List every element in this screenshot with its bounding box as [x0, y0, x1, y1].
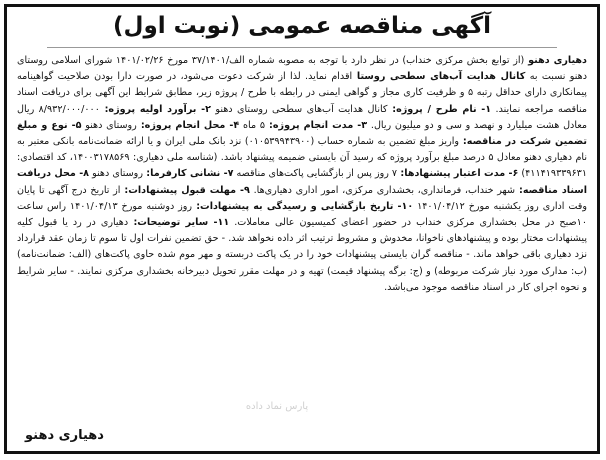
watermark: پارس نماد داده: [245, 401, 309, 412]
item11-text: دهیاری در رد یا قبول کلیه پیشنهادات مختار بوده و پیشنهادهای ناخوانا، مخدوش و مشروط ترتیب اثر داده نخواهد شد. - حق تضمین نفرات اول تا سوم تا زمان عقد قرارداد نزد دهیاری باقی خواهد ماند. - مناقصه گران بایستی پیشنهادات خود را در یک پاکت دربسته و مهر موم شده حاوی پاکت‌های (الف: ضمانت‌نامه) (ب: مدارک مورد نیاز شرکت مربوطه) و (ج: برگه پیشنهاد قیمت) تهیه و در مهلت مقرر تحویل دبیرخانه بخشداری مرکزی نمایند. - سایر شرایط و نحوه اجرای کار در اسناد مناقصه موجود می‌باشد.: [17, 217, 587, 293]
title-divider: [47, 47, 557, 48]
item3-text: ۵ ماه: [239, 119, 265, 131]
item6-label: ۶- مدت اعتبار پیشنهادها:: [397, 168, 519, 180]
intro-text-2: اقدام نماید. لذا از شرکت دعوت می‌شود، در صورت دارا بودن صلاحیت گواهینامه پیمانکاری دارای حداقل رتبه ۵ و ظرفیت کاری مجاز و گواهی ایمنی در رابطه با طرح / پروژه زیر، مطابق شرایط این آگهی برای دریافت اسناد مناقصه مراجعه نمایند.: [17, 71, 587, 115]
item7-text: روستای دهنو: [89, 168, 143, 180]
item5-label: ۵- نوع و مبلغ تضمین شرکت در مناقصه:: [17, 119, 587, 148]
notice-paragraph: [17, 53, 587, 296]
item2-text: ۸/۹۳۲/۰۰۰/۰۰۰ ریال معادل هشت میلیارد و نهصد و سی و دو میلیون ریال.: [17, 103, 587, 131]
intro-org: دهیاری دهنو: [524, 55, 587, 66]
notice-body: [17, 53, 587, 413]
item10-text: روز دوشنبه مورخ ۱۴۰۱/۰۴/۱۳ راس ساعت ۱۰صبح در محل بخشداری مرکزی خنداب در حضور اعضای کمیسیون عالی معاملات.: [17, 200, 587, 229]
item2-label: ۲- برآورد اولیه پروژه:: [99, 103, 211, 115]
item8-label: ۸- محل دریافت اسناد مناقصه:: [17, 168, 587, 196]
item9-label: ۹- مهلت قبول پیشنهادات:: [120, 184, 250, 196]
item9-text: از تاریخ درج آگهی تا پایان وقت اداری روز یکشنبه مورخ ۱۴۰۱/۰۴/۱۲: [17, 184, 587, 212]
intro-project: کانال هدایت آب‌های سطحی روستا: [352, 71, 526, 83]
intro-text: (از توابع بخش مرکزی خنداب) در نظر دارد با توجه به مصوبه شماره الف/۳۷/۱۴۰۱ مورخ ۱۴۰۱/۰۲/۲۶ شورای اسلامی روستای دهنو نسبت به: [17, 55, 587, 83]
item5-text: واریز مبلغ تضمین به شماره حساب (۰۱۰۵۳۹۹۴۳۹۰۰) نزد بانک ملی ایران و یا ارائه ضمانت‌نامه بانکی معتبر به نام دهیاری دهنو معادل ۵ درصد مبلغ برآورد پروژه که رسید آن بایستی ضمیمه پیشنهاد باشد. (شناسه ملی دهیاری: ۱۴۰۰۳۱۷۸۵۶۹، کد اقتصادی: ۴۱۱۴۱۹۳۳۹۶۳۱): [17, 136, 587, 180]
item1-text: کانال هدایت آب‌های سطحی روستای دهنو: [210, 103, 388, 115]
item4-label: ۴- محل انجام پروژه:: [136, 119, 240, 131]
item6-text: ۷ روز پس از بازگشایی پاکت‌های مناقصه: [233, 168, 398, 180]
item3-label: ۳- مدت انجام پروژه:: [265, 119, 368, 131]
item7-label: ۷- نشانی کارفرما:: [142, 168, 234, 180]
item1-label: ۱- نام طرح / پروژه:: [387, 103, 492, 115]
notice-frame: [4, 4, 600, 454]
item11-label: ۱۱- سایر توضیحات:: [128, 217, 230, 229]
item8-text: شهر خنداب، فرمانداری، بخشداری مرکزی، امور اداری دهیاری‌ها.: [249, 184, 516, 196]
signature: دهیاری دهنو: [25, 428, 104, 443]
item4-text: روستای دهنو: [81, 119, 137, 131]
notice-title: آگهی مناقصه عمومی (نوبت اول): [113, 13, 491, 39]
item10-label: ۱۰- تاریخ بازگشایی و رسیدگی به پیشنهادات:: [192, 200, 414, 212]
